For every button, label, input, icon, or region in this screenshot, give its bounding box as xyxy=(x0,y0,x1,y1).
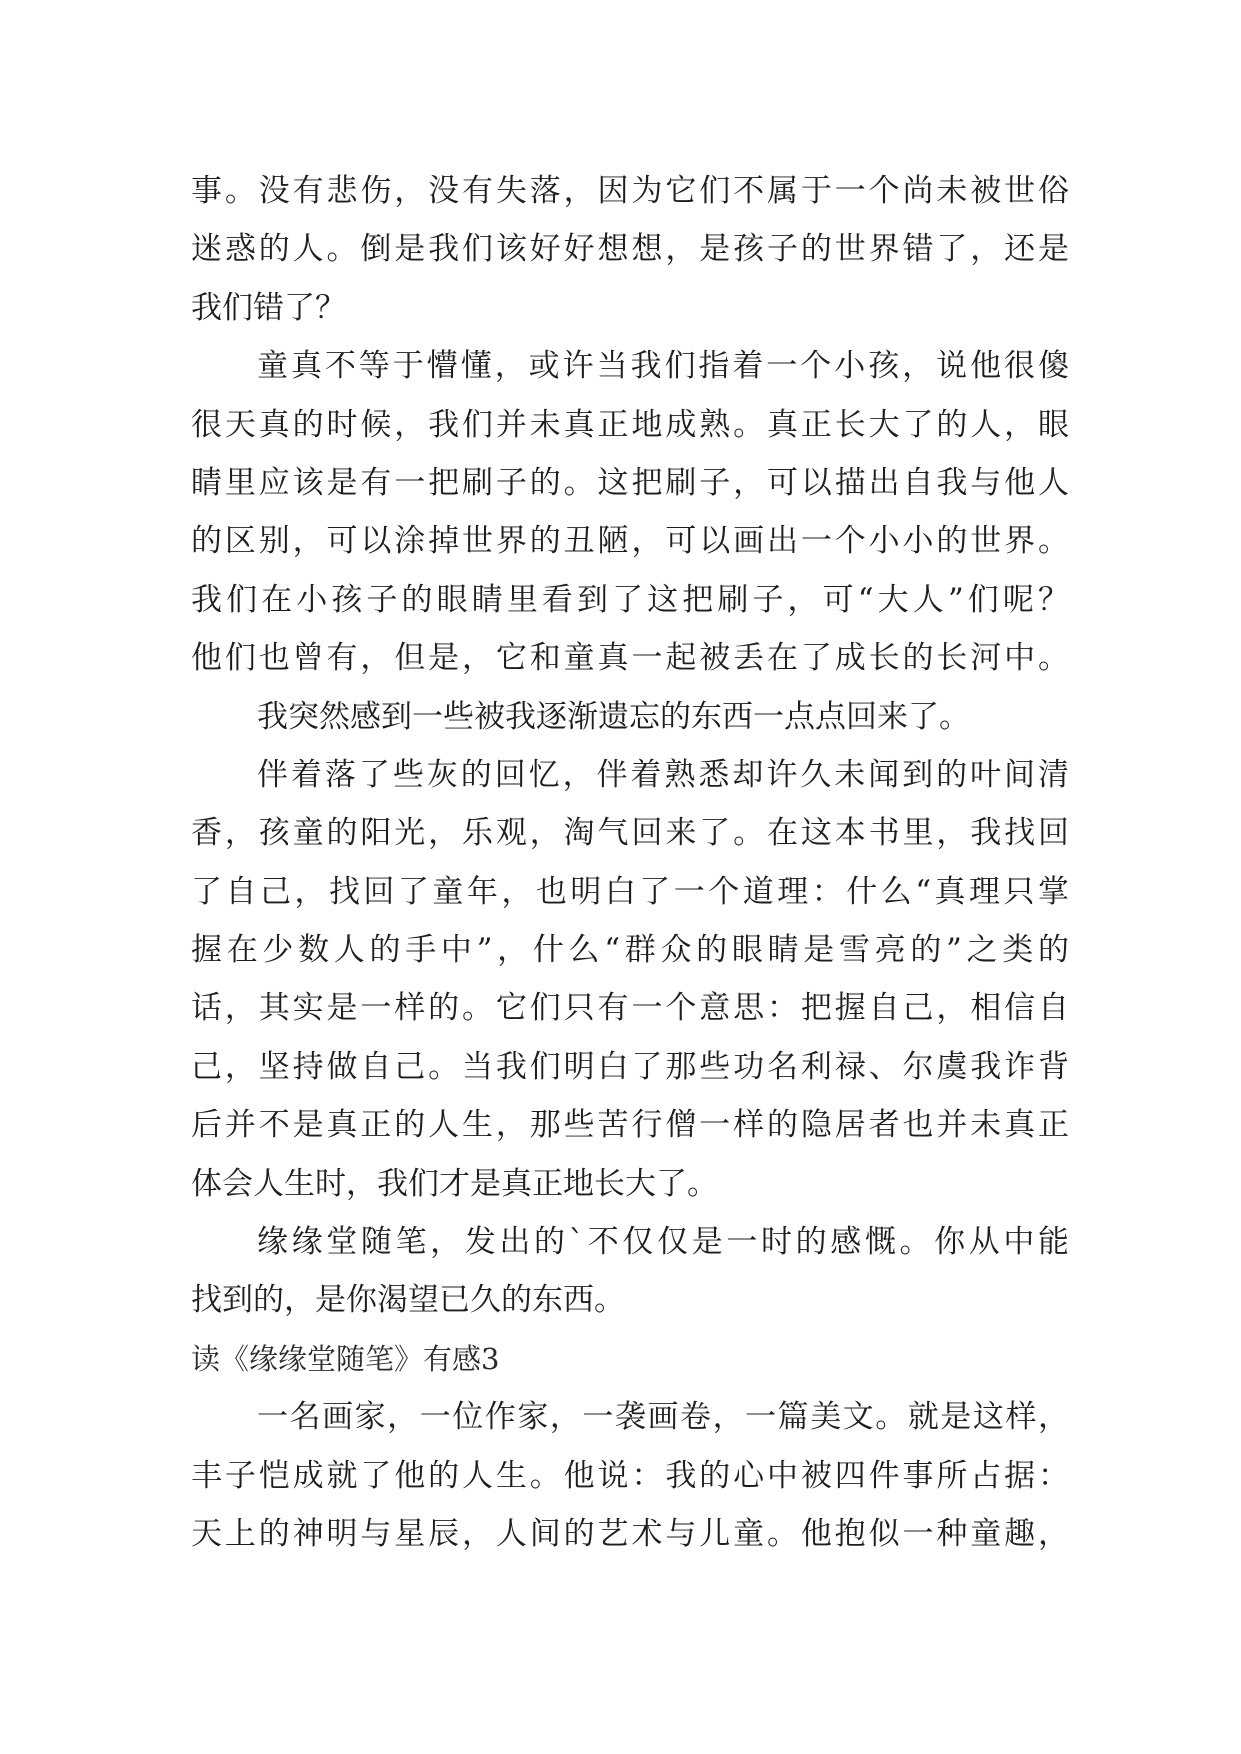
text-line: 缘缘堂随笔，发出的`不仅仅是一时的感慨。你从中能 xyxy=(257,1224,1069,1261)
paragraph xyxy=(191,688,1069,746)
paragraph xyxy=(191,1388,1069,1563)
paragraph xyxy=(191,337,1069,687)
text-line: 我们在小孩子的眼睛里看到了这把刷子，可“大人”们呢？ xyxy=(191,581,1069,618)
text-line: 香，孩童的阳光，乐观，淘气回来了。在这本书里，我找回 xyxy=(191,815,1069,852)
text-line: 我们错了？ xyxy=(191,289,346,326)
paragraph xyxy=(191,1213,1069,1330)
text-line: 他们也曾有，但是，它和童真一起被丢在了成长的长河中。 xyxy=(191,640,1069,677)
text-line: 找到的，是你渴望已久的东西。 xyxy=(191,1282,625,1319)
text-line: 握在少数人的手中”，什么“群众的眼睛是雪亮的”之类的 xyxy=(191,932,1069,969)
text-line: 事。没有悲伤，没有失落，因为它们不属于一个尚未被世俗 xyxy=(191,173,1069,209)
text-line: 迷惑的人。倒是我们该好好想想，是孩子的世界错了，还是 xyxy=(191,231,1069,268)
text-line: 己，坚持做自己。当我们明白了那些功名利禄、尔虞我诈背 xyxy=(191,1048,1069,1085)
text-line: 丰子恺成就了他的人生。他说：我的心中被四件事所占据： xyxy=(191,1457,1069,1494)
document-body xyxy=(191,162,1069,1563)
text-line: 话，其实是一样的。它们只有一个意思：把握自己，相信自 xyxy=(191,990,1069,1027)
text-line: 伴着落了些灰的回忆，伴着熟悉却许久未闻到的叶间清 xyxy=(257,756,1069,793)
text-line: 了自己，找回了童年，也明白了一个道理：什么“真理只掌 xyxy=(191,873,1069,910)
text-line: 的区别，可以涂掉世界的丑陋，可以画出一个小小的世界。 xyxy=(191,523,1069,560)
text-line: 体会人生时，我们才是真正地长大了。 xyxy=(191,1165,718,1202)
text-line: 我突然感到一些被我逐渐遗忘的东西一点点回来了。 xyxy=(257,698,970,735)
text-line: 睛里应该是有一把刷子的。这把刷子，可以描出自我与他人 xyxy=(191,464,1069,501)
text-line: 童真不等于懵懂，或许当我们指着一个小孩，说他很傻 xyxy=(257,348,1069,385)
text-line: 很天真的时候，我们并未真正地成熟。真正长大了的人，眼 xyxy=(191,406,1069,443)
text-line: 后并不是真正的人生，那些苦行僧一样的隐居者也并未真正 xyxy=(191,1107,1069,1144)
section-heading: 读《缘缘堂随笔》有感3 xyxy=(191,1341,500,1376)
text-line: 一名画家，一位作家，一袭画卷，一篇美文。就是这样， xyxy=(257,1399,1069,1436)
paragraph xyxy=(191,746,1069,1213)
paragraph xyxy=(191,162,1069,337)
text-line: 天上的神明与星辰，人间的艺术与儿童。他抱似一种童趣， xyxy=(191,1515,1069,1552)
